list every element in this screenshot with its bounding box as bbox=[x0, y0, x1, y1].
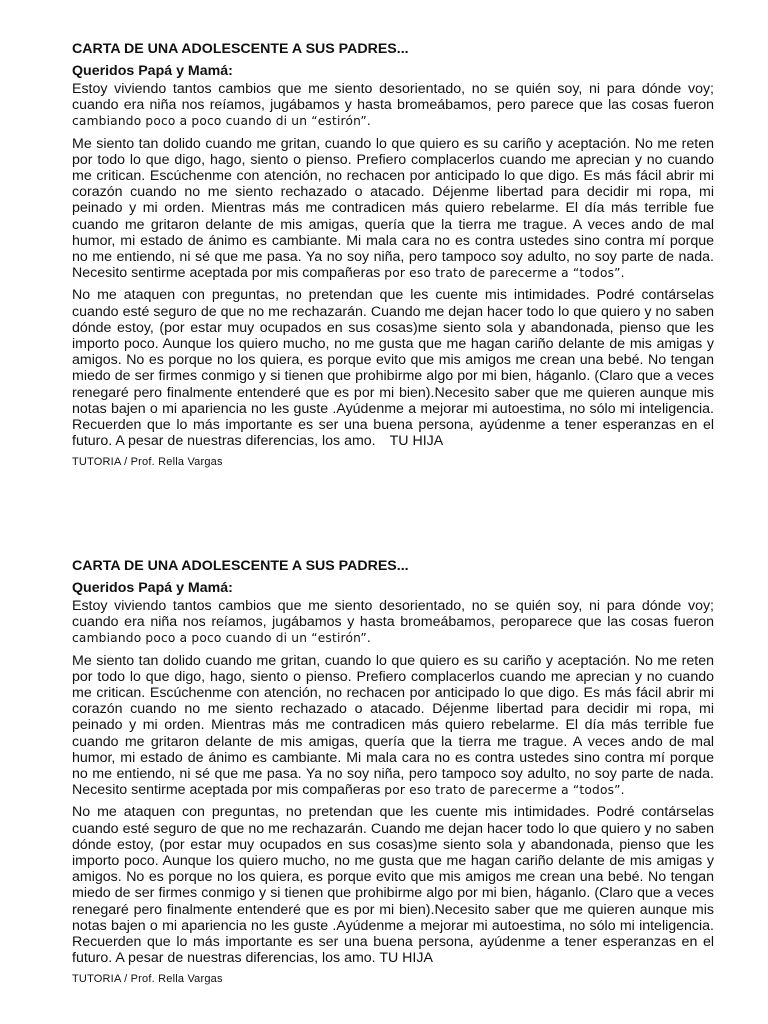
paragraph-1-alt-text: cambiando poco a poco cuando di un “estirón”. bbox=[72, 631, 371, 646]
letter-salutation: Queridos Papá y Mamá: bbox=[72, 580, 233, 596]
letter-2 bbox=[72, 557, 714, 986]
paragraph-2-alt-text: por eso trato de parecerme a “todos”. bbox=[384, 266, 625, 281]
paragraph-1 bbox=[72, 81, 714, 130]
letter-1 bbox=[72, 40, 714, 469]
paragraph-3-text: No me ataquen con preguntas, no pretendan que les cuente mis intimidades. Podré contárselas cuando esté seguro de que no me rechazarán. Cuando me dejan hacer todo lo que quiero y no saben dónde estoy, (por estar muy ocupados en sus cosas)me siento sola y abandonada, pienso que les importo poco. Aunque los quiero mucho, no me gusta que me hagan cariño delante de mis amigas y amigos. No es porque no los quiera, es porque evito que mis amigos me crean una bebé. No tengan miedo de ser firmes conmigo y si tienen que prohibirme algo por mi bien, háganlo. (Claro que a veces renegaré pero finalmente entenderé que es por mi bien).Necesito saber que me quieren aunque mis notas bajen o mi apariencia no les guste .Ayúdenme a mejorar mi autoestima, no sólo mi inteligencia. Recuerden que lo más importante es ser una buena persona, ayúdenme a tener esperanzas en el futuro. A pesar de nuestras diferencias, los amo. bbox=[72, 804, 714, 967]
letter-title: CARTA DE UNA ADOLESCENTE A SUS PADRES... bbox=[72, 558, 409, 574]
paragraph-1 bbox=[72, 598, 714, 647]
paragraph-1-text: Estoy viviendo tantos cambios que me siento desorientado, no se quién soy, ni para dónde voy; cuando era niña nos reíamos, jugábamos y hasta bromeábamos, peroparece que las cosas fueron bbox=[72, 598, 714, 631]
paragraph-3 bbox=[72, 287, 714, 449]
letter-salutation: Queridos Papá y Mamá: bbox=[72, 63, 233, 79]
letter-title: CARTA DE UNA ADOLESCENTE A SUS PADRES... bbox=[72, 41, 409, 57]
paragraph-2-text: Me siento tan dolido cuando me gritan, cuando lo que quiero es su cariño y aceptación. No me reten por todo lo que digo, hago, siento o pienso. Prefiero complacerlos cuando me aprecian y no cuando me critican. Escúchenme con atención, no rechacen por anticipado lo que digo. Es más fácil abrir mi corazón cuando no me siento rechazado o atacado. Déjenme libertad para decidir mi ropa, mi peinado y mi orden. Mientras más me contradicen más quiero rebelarme. El día más terrible fue cuando me gritaron delante de mis amigas, quería que la tierra me trague. A veces ando de mal humor, mi estado de ánimo es cambiante. Mi mala cara no es contra ustedes sino contra mí porque no me entiendo, ni sé que me pasa. Ya no soy niña, pero tampoco soy adulto, no soy parte de nada. Necesito sentirme aceptada por mis compañeras bbox=[72, 135, 714, 282]
paragraph-1-alt-text: cambiando poco a poco cuando di un “estirón”. bbox=[72, 114, 371, 129]
signature: TU HIJA bbox=[389, 433, 444, 450]
paragraph-1-text: Estoy viviendo tantos cambios que me siento desorientado, no se quién soy, ni para dónde voy; cuando era niña nos reíamos, jugábamos y hasta bromeábamos, pero parece que las cosas fueron bbox=[72, 81, 714, 114]
paragraph-3 bbox=[72, 804, 714, 966]
paragraph-3-text: No me ataquen con preguntas, no pretendan que les cuente mis intimidades. Podré contárselas cuando esté seguro de que no me rechazarán. Cuando me dejan hacer todo lo que quiero y no saben dónde estoy, (por estar muy ocupados en sus cosas)me siento sola y abandonada, pienso que les importo poco. Aunque los quiero mucho, no me gusta que me hagan cariño delante de mis amigas y amigos. No es porque no los quiera, es porque evito que mis amigos me crean una bebé. No tengan miedo de ser firmes conmigo y si tienen que prohibirme algo por mi bien, háganlo. (Claro que a veces renegaré pero finalmente entenderé que es por mi bien).Necesito saber que me quieren aunque mis notas bajen o mi apariencia no les guste .Ayúdenme a mejorar mi autoestima, no sólo mi inteligencia. Recuerden que lo más importante es ser una buena persona, ayúdenme a tener esperanzas en el futuro. A pesar de nuestras diferencias, los amo. bbox=[72, 287, 714, 450]
footer-credit: TUTORIA / Prof. Rella Vargas bbox=[72, 973, 223, 986]
paragraph-2 bbox=[72, 653, 714, 799]
paragraph-2-alt-text: por eso trato de parecerme a “todos”. bbox=[384, 783, 625, 798]
paragraph-2-text: Me siento tan dolido cuando me gritan, cuando lo que quiero es su cariño y aceptación. No me reten por todo lo que digo, hago, siento o pienso. Prefiero complacerlos cuando me aprecian y no cuando me critican. Escúchenme con atención, no rechacen por anticipado lo que digo. Es más fácil abrir mi corazón cuando no me siento rechazado o atacado. Déjenme libertad para decidir mi ropa, mi peinado y mi orden. Mientras más me contradicen más quiero rebelarme. El día más terrible fue cuando me gritaron delante de mis amigas, quería que la tierra me trague. A veces ando de mal humor, mi estado de ánimo es cambiante. Mi mala cara no es contra ustedes sino contra mí porque no me entiendo, ni sé que me pasa. Ya no soy niña, pero tampoco soy adulto, no soy parte de nada. Necesito sentirme aceptada por mis compañeras bbox=[72, 652, 714, 799]
paragraph-2 bbox=[72, 136, 714, 282]
footer-credit: TUTORIA / Prof. Rella Vargas bbox=[72, 456, 223, 469]
signature: TU HIJA bbox=[379, 950, 433, 967]
